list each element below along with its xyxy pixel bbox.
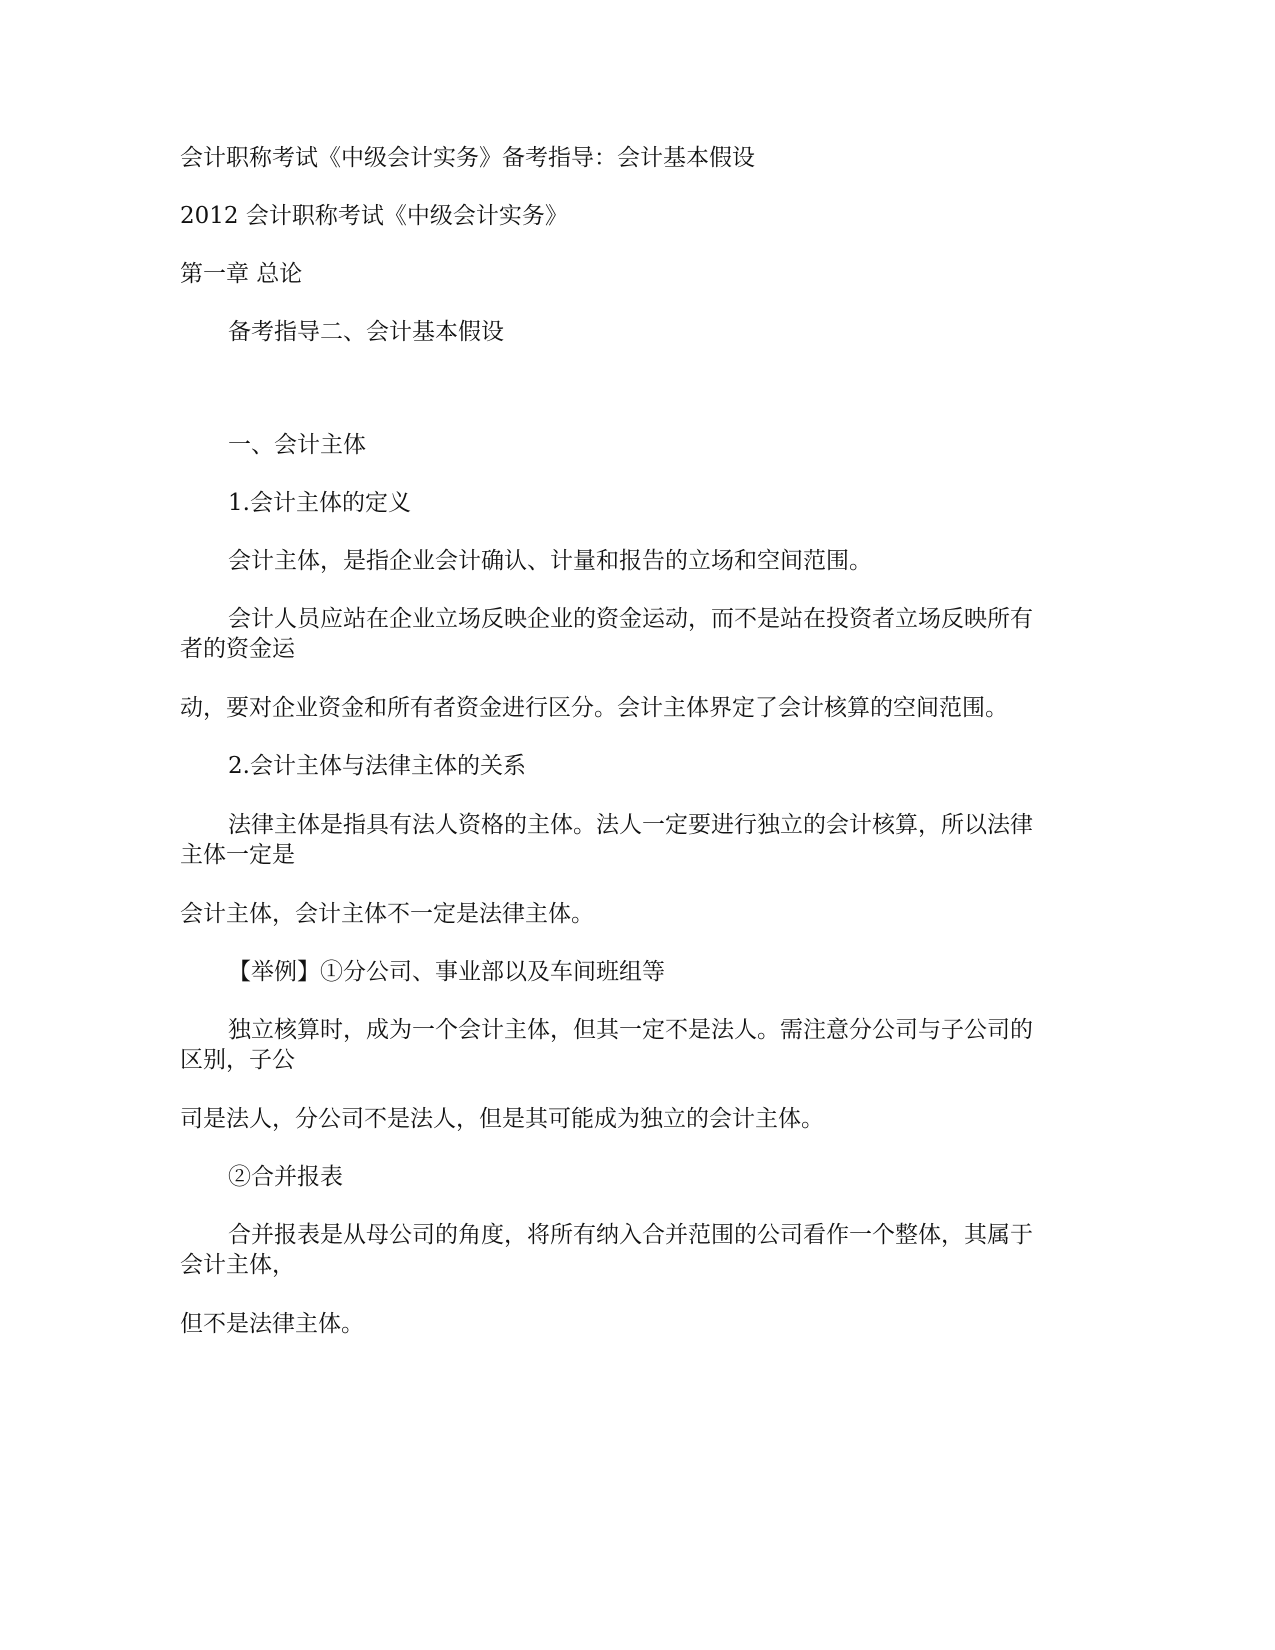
document-subtitle: 2012 会计职称考试《中级会计实务》	[180, 203, 568, 229]
example-consolidated-heading: ②合并报表	[228, 1164, 343, 1190]
example-heading: 【举例】①分公司、事业部以及车间班组等	[228, 959, 665, 985]
paragraph-capital-movement-cont: 动，要对企业资金和所有者资金进行区分。会计主体界定了会计核算的空间范围。	[180, 695, 1008, 721]
paragraph-branch: 独立核算时，成为一个会计主体，但其一定不是法人。需注意分公司与子公司的区别，子公	[180, 1017, 1033, 1073]
chapter-heading: 第一章 总论	[180, 261, 303, 287]
heading-accounting-entity: 一、会计主体	[228, 432, 366, 458]
document-title: 会计职称考试《中级会计实务》备考指导：会计基本假设	[180, 145, 755, 171]
paragraph-branch-cont: 司是法人，分公司不是法人，但是其可能成为独立的会计主体。	[180, 1106, 824, 1132]
paragraph-consolidated-cont: 但不是法律主体。	[180, 1311, 364, 1337]
paragraph-legal-entity-cont: 会计主体，会计主体不一定是法律主体。	[180, 901, 594, 927]
section-heading: 备考指导二、会计基本假设	[228, 319, 504, 345]
paragraph-consolidated: 合并报表是从母公司的角度，将所有纳入合并范围的公司看作一个整体，其属于会计主体，	[180, 1222, 1033, 1278]
paragraph-capital-movement: 会计人员应站在企业立场反映企业的资金运动，而不是站在投资者立场反映所有者的资金运	[180, 606, 1033, 662]
heading-entity-definition: 1.会计主体的定义	[228, 490, 411, 516]
paragraph-definition: 会计主体，是指企业会计确认、计量和报告的立场和空间范围。	[228, 548, 872, 574]
paragraph-legal-entity: 法律主体是指具有法人资格的主体。法人一定要进行独立的会计核算，所以法律主体一定是	[180, 812, 1033, 868]
heading-legal-entity-relation: 2.会计主体与法律主体的关系	[228, 753, 526, 779]
